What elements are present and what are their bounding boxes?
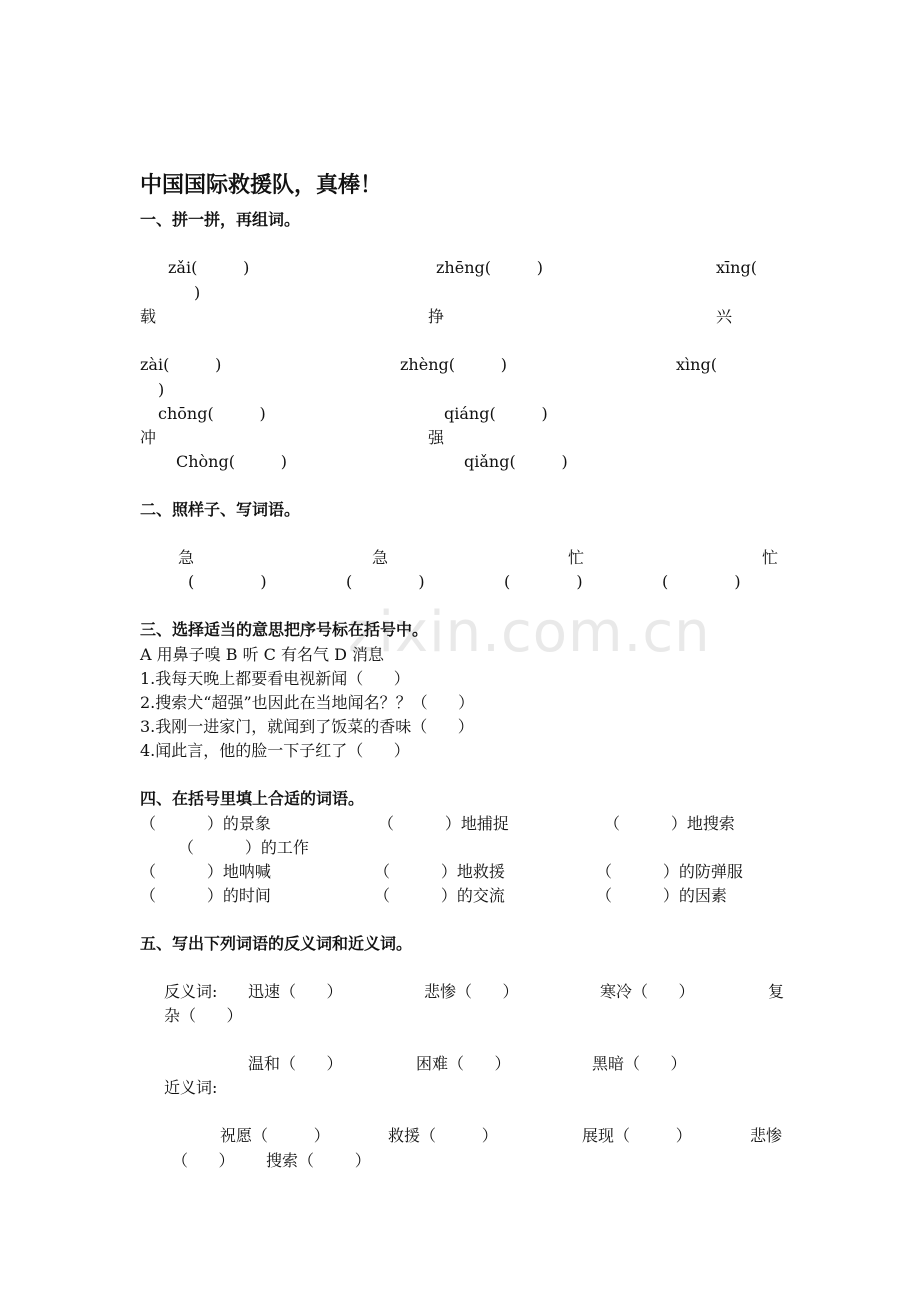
- synonym-label: 近义词:: [164, 1078, 218, 1097]
- question-3[interactable]: 3.我刚一进家门，就闻到了饭菜的香味（ ）: [140, 717, 474, 736]
- synonym-blank[interactable]: 搜索（ ）: [266, 1151, 371, 1170]
- answer-blank[interactable]: ( ): [188, 572, 267, 591]
- antonym-blank[interactable]: 寒冷（ ）: [600, 982, 695, 1001]
- fill-blank[interactable]: （ ）的防弹服: [596, 862, 743, 881]
- pinyin-field[interactable]: zài( ): [140, 355, 222, 374]
- section-3-heading: 三、选择适当的意思把序号标在括号中。: [140, 620, 429, 639]
- character: 兴: [716, 307, 733, 326]
- fill-blank[interactable]: （ ）地呐喊: [140, 862, 271, 881]
- antonym-blank[interactable]: 温和（ ）: [248, 1054, 343, 1073]
- synonym-blank[interactable]: （ ）: [172, 1151, 235, 1170]
- answer-blank[interactable]: ( ): [504, 572, 583, 591]
- antonym-label: 反义词:: [164, 982, 218, 1001]
- pinyin-field[interactable]: zhēng( ): [436, 258, 544, 277]
- character: 挣: [428, 307, 445, 326]
- options-line: A 用鼻子嗅 B 听 C 有名气 D 消息: [140, 645, 384, 664]
- answer-blank[interactable]: ( ): [346, 572, 425, 591]
- antonym-blank[interactable]: 迅速（ ）: [248, 982, 343, 1001]
- page-title: 中国国际救援队，真棒！: [140, 173, 383, 198]
- sample-character: 忙: [762, 548, 779, 567]
- fill-blank[interactable]: （ ）的时间: [140, 886, 271, 905]
- pinyin-field[interactable]: xīng(: [716, 258, 757, 277]
- pinyin-field[interactable]: Chòng( ): [176, 452, 287, 471]
- watermark: zixin.com.cn: [348, 600, 711, 665]
- fill-blank[interactable]: （ ）的工作: [178, 838, 309, 857]
- synonym-word: 悲惨: [750, 1126, 783, 1145]
- pinyin-field[interactable]: qiáng( ): [444, 404, 548, 423]
- sample-character: 忙: [568, 548, 585, 567]
- fill-blank[interactable]: （ ）的景象: [140, 814, 271, 833]
- character: 载: [140, 307, 157, 326]
- fill-blank[interactable]: （ ）地救援: [374, 862, 505, 881]
- sample-character: 急: [372, 548, 389, 567]
- antonym-blank[interactable]: 黑暗（ ）: [592, 1054, 687, 1073]
- fill-blank[interactable]: （ ）地搜索: [604, 814, 735, 833]
- character: 冲: [140, 428, 157, 447]
- sample-character: 急: [178, 548, 195, 567]
- pinyin-field[interactable]: zhèng( ): [400, 355, 508, 374]
- question-2[interactable]: 2.搜索犬“超强”也因此在当地闻名？？（ ）: [140, 693, 475, 712]
- antonym-word-part: 复: [768, 982, 785, 1001]
- pinyin-field[interactable]: qiǎng( ): [464, 452, 568, 471]
- section-1-heading: 一、拼一拼，再组词。: [140, 210, 301, 229]
- fill-blank[interactable]: （ ）地捕捉: [378, 814, 509, 833]
- pinyin-field[interactable]: xìng(: [676, 355, 717, 374]
- antonym-blank[interactable]: 困难（ ）: [416, 1054, 511, 1073]
- pinyin-field[interactable]: zǎi( ): [168, 258, 250, 277]
- section-5-heading: 五、写出下列词语的反义词和近义词。: [140, 934, 413, 953]
- synonym-blank[interactable]: 展现（ ）: [582, 1126, 692, 1145]
- fill-blank[interactable]: （ ）的因素: [596, 886, 727, 905]
- character: 强: [428, 428, 445, 447]
- question-1[interactable]: 1.我每天晚上都要看电视新闻（ ）: [140, 669, 410, 688]
- question-4[interactable]: 4.闻此言，他的脸一下子红了（ ）: [140, 741, 410, 760]
- fill-blank[interactable]: （ ）的交流: [374, 886, 505, 905]
- section-4-heading: 四、在括号里填上合适的词语。: [140, 789, 365, 808]
- synonym-blank[interactable]: 救援（ ）: [388, 1126, 498, 1145]
- antonym-blank[interactable]: 悲惨（ ）: [424, 982, 519, 1001]
- antonym-blank[interactable]: 杂（ ）: [164, 1006, 243, 1025]
- pinyin-field[interactable]: chōng( ): [158, 404, 266, 423]
- pinyin-field-close: ): [194, 283, 201, 302]
- pinyin-field-close: ): [158, 380, 165, 399]
- answer-blank[interactable]: ( ): [662, 572, 741, 591]
- synonym-blank[interactable]: 祝愿（ ）: [220, 1126, 330, 1145]
- section-2-heading: 二、照样子、写词语。: [140, 500, 301, 519]
